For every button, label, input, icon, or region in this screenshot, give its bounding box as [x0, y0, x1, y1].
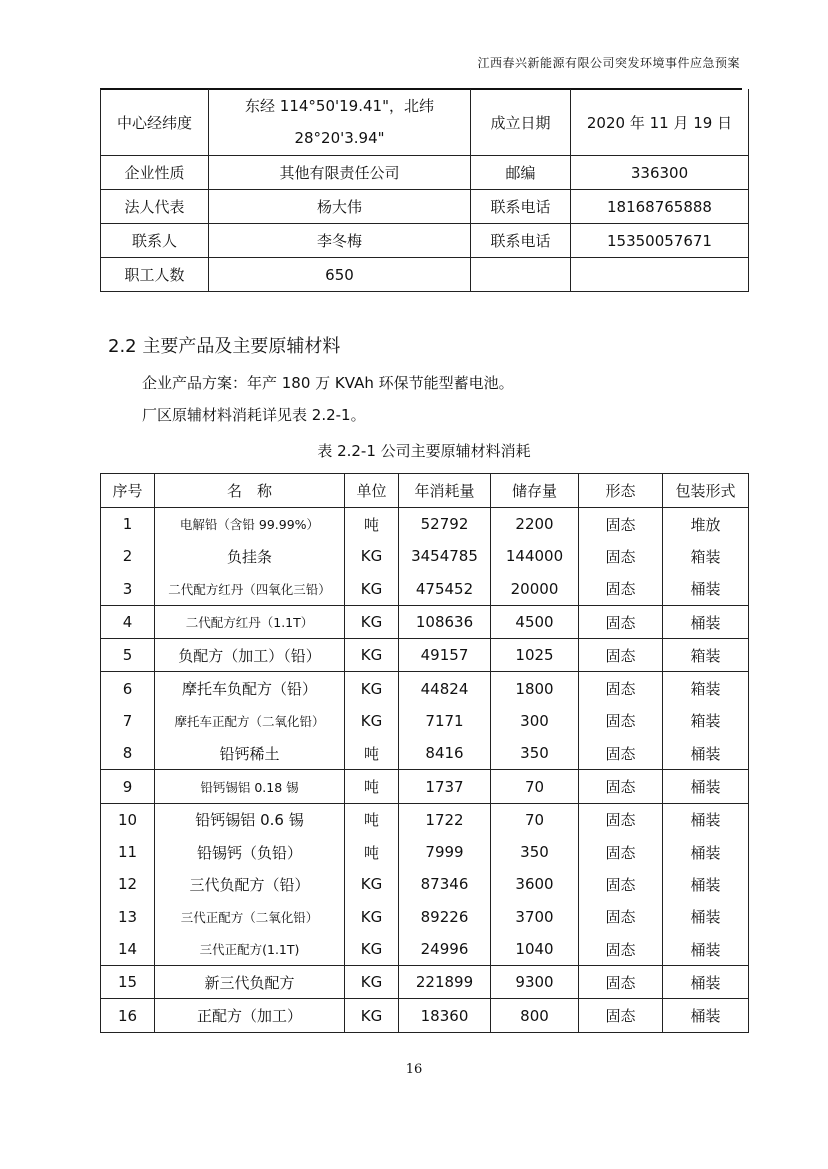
materials-table [100, 473, 749, 1033]
info-cell: 李冬梅 [209, 224, 471, 258]
table-cell: 负配方（加工）（铅） [155, 639, 345, 672]
info-cell: 中心经纬度 [101, 89, 209, 156]
table-cell: 固态 [579, 868, 663, 900]
table-cell: 11 [101, 836, 155, 868]
table-cell: 二代配方红丹（1.1T） [155, 605, 345, 638]
company-info-table [100, 89, 749, 292]
info-cell: 东经 114°50'19.41"，北纬 28°20'3.94" [209, 89, 471, 156]
table-cell: 桶装 [663, 868, 749, 900]
table-cell: 桶装 [663, 901, 749, 933]
table-cell: 正配方（加工） [155, 999, 345, 1032]
table-cell: 10 [101, 803, 155, 836]
info-cell: 2020 年 11 月 19 日 [571, 89, 749, 156]
table-cell: 桶装 [663, 966, 749, 999]
table-cell: 箱装 [663, 639, 749, 672]
table-cell: 固态 [579, 966, 663, 999]
table-cell: 桶装 [663, 999, 749, 1032]
table-cell: 300 [491, 705, 579, 737]
table-cell: 铅锡钙（负铅） [155, 836, 345, 868]
table-row [101, 605, 749, 638]
table-cell: 堆放 [663, 508, 749, 541]
table-cell: 2 [101, 540, 155, 572]
info-cell: 杨大伟 [209, 190, 471, 224]
table-cell: 三代负配方（铅） [155, 868, 345, 900]
info-cell: 联系电话 [471, 224, 571, 258]
table-cell: 桶装 [663, 836, 749, 868]
table-cell: 摩托车正配方（二氧化铅） [155, 705, 345, 737]
table-cell: 5 [101, 639, 155, 672]
info-cell: 联系电话 [471, 190, 571, 224]
table-header-row [101, 474, 749, 508]
table-cell: 7171 [399, 705, 491, 737]
table-cell: 12 [101, 868, 155, 900]
table-row [101, 508, 749, 541]
table-cell: 桶装 [663, 737, 749, 770]
table-cell: KG [345, 966, 399, 999]
table-cell: 固态 [579, 573, 663, 606]
table-cell: 固态 [579, 508, 663, 541]
info-cell: 邮编 [471, 156, 571, 190]
table-cell: KG [345, 573, 399, 606]
table-cell: 桶装 [663, 933, 749, 966]
table-cell: 摩托车负配方（铅） [155, 672, 345, 705]
table-cell: 6 [101, 672, 155, 705]
table-row [101, 573, 749, 606]
table-cell: 3700 [491, 901, 579, 933]
info-cell: 15350057671 [571, 224, 749, 258]
table-cell: 铅钙锡铝 0.6 锡 [155, 803, 345, 836]
table-cell: 桶装 [663, 605, 749, 638]
table-cell: 475452 [399, 573, 491, 606]
info-row [101, 190, 749, 224]
table-cell: 固态 [579, 672, 663, 705]
table-cell: 3454785 [399, 540, 491, 572]
table-cell: 49157 [399, 639, 491, 672]
column-header: 形态 [579, 474, 663, 508]
table-cell: 固态 [579, 836, 663, 868]
table-caption: 表 2.2-1 公司主要原辅材料消耗 [317, 442, 531, 460]
table-cell: 70 [491, 803, 579, 836]
table-cell: 吨 [345, 737, 399, 770]
table-cell: 新三代负配方 [155, 966, 345, 999]
table-cell: 15 [101, 966, 155, 999]
column-header: 年消耗量 [399, 474, 491, 508]
table-row [101, 836, 749, 868]
info-cell: 成立日期 [471, 89, 571, 156]
info-row [101, 224, 749, 258]
table-cell: 固态 [579, 639, 663, 672]
column-header: 包装形式 [663, 474, 749, 508]
info-cell: 650 [209, 258, 471, 292]
info-row [101, 156, 749, 190]
info-cell: 336300 [571, 156, 749, 190]
table-cell: 三代正配方（二氧化铅） [155, 901, 345, 933]
page-header: 江西春兴新能源有限公司突发环境事件应急预案 [477, 56, 740, 70]
info-cell: 18168765888 [571, 190, 749, 224]
table-cell: 44824 [399, 672, 491, 705]
table-cell: 吨 [345, 770, 399, 803]
table-cell: 1025 [491, 639, 579, 672]
column-header: 名 称 [155, 474, 345, 508]
section-title: 2.2 主要产品及主要原辅材料 [108, 336, 341, 357]
table-row [101, 672, 749, 705]
table-cell: 固态 [579, 770, 663, 803]
table-cell: 固态 [579, 737, 663, 770]
table-cell: 16 [101, 999, 155, 1032]
info-cell [471, 258, 571, 292]
table-cell: KG [345, 999, 399, 1032]
table-cell: 桶装 [663, 770, 749, 803]
table-cell: 三代正配方(1.1T) [155, 933, 345, 966]
table-cell: 4 [101, 605, 155, 638]
table-cell: 电解铅（含铅 99.99%） [155, 508, 345, 541]
table-cell: 52792 [399, 508, 491, 541]
info-row [101, 89, 749, 156]
table-cell: 吨 [345, 803, 399, 836]
table-cell: 3 [101, 573, 155, 606]
table-cell: 1040 [491, 933, 579, 966]
table-cell: 3600 [491, 868, 579, 900]
table-cell: 桶装 [663, 573, 749, 606]
table-cell: 1737 [399, 770, 491, 803]
table-cell: 4500 [491, 605, 579, 638]
table-cell: 800 [491, 999, 579, 1032]
materials-reference-text: 厂区原辅材料消耗详见表 2.2-1。 [142, 406, 366, 424]
table-cell: 108636 [399, 605, 491, 638]
table-cell: KG [345, 868, 399, 900]
table-row [101, 803, 749, 836]
table-cell: 固态 [579, 999, 663, 1032]
table-cell: KG [345, 672, 399, 705]
table-cell: 箱装 [663, 540, 749, 572]
info-cell [571, 258, 749, 292]
info-cell: 企业性质 [101, 156, 209, 190]
table-cell: 87346 [399, 868, 491, 900]
table-row [101, 999, 749, 1032]
table-row [101, 705, 749, 737]
table-cell: KG [345, 639, 399, 672]
table-cell: KG [345, 901, 399, 933]
table-cell: 箱装 [663, 672, 749, 705]
table-cell: 二代配方红丹（四氧化三铅） [155, 573, 345, 606]
table-cell: 箱装 [663, 705, 749, 737]
column-header: 序号 [101, 474, 155, 508]
table-cell: 14 [101, 933, 155, 966]
table-row [101, 639, 749, 672]
table-cell: 8416 [399, 737, 491, 770]
table-cell: 固态 [579, 901, 663, 933]
table-cell: 2200 [491, 508, 579, 541]
table-cell: 1 [101, 508, 155, 541]
page-number: 16 [405, 1062, 423, 1077]
table-cell: 70 [491, 770, 579, 803]
table-cell: 固态 [579, 933, 663, 966]
table-row [101, 770, 749, 803]
table-cell: 221899 [399, 966, 491, 999]
table-cell: 吨 [345, 508, 399, 541]
table-cell: 铅钙稀土 [155, 737, 345, 770]
table-cell: KG [345, 605, 399, 638]
product-plan-text: 企业产品方案：年产 180 万 KVAh 环保节能型蓄电池。 [142, 374, 514, 392]
table-cell: 24996 [399, 933, 491, 966]
table-cell: KG [345, 705, 399, 737]
table-row [101, 737, 749, 770]
table-cell: 固态 [579, 605, 663, 638]
table-cell: 1722 [399, 803, 491, 836]
table-cell: 固态 [579, 705, 663, 737]
table-cell: 13 [101, 901, 155, 933]
table-cell: 9300 [491, 966, 579, 999]
table-cell: KG [345, 540, 399, 572]
info-cell: 法人代表 [101, 190, 209, 224]
table-cell: 7 [101, 705, 155, 737]
table-row [101, 933, 749, 966]
table-cell: 20000 [491, 573, 579, 606]
table-row [101, 540, 749, 572]
table-cell: 89226 [399, 901, 491, 933]
table-row [101, 868, 749, 900]
column-header: 储存量 [491, 474, 579, 508]
table-cell: 144000 [491, 540, 579, 572]
info-cell: 联系人 [101, 224, 209, 258]
info-cell: 其他有限责任公司 [209, 156, 471, 190]
info-row [101, 258, 749, 292]
table-cell: 1800 [491, 672, 579, 705]
table-cell: KG [345, 933, 399, 966]
table-cell: 负挂条 [155, 540, 345, 572]
table-cell: 18360 [399, 999, 491, 1032]
table-cell: 固态 [579, 540, 663, 572]
table-cell: 8 [101, 737, 155, 770]
table-cell: 桶装 [663, 803, 749, 836]
table-cell: 铅钙锡铝 0.18 锡 [155, 770, 345, 803]
info-cell: 职工人数 [101, 258, 209, 292]
table-cell: 吨 [345, 836, 399, 868]
table-cell: 9 [101, 770, 155, 803]
table-row [101, 901, 749, 933]
table-cell: 7999 [399, 836, 491, 868]
table-row [101, 966, 749, 999]
column-header: 单位 [345, 474, 399, 508]
table-cell: 固态 [579, 803, 663, 836]
table-cell: 350 [491, 836, 579, 868]
table-cell: 350 [491, 737, 579, 770]
